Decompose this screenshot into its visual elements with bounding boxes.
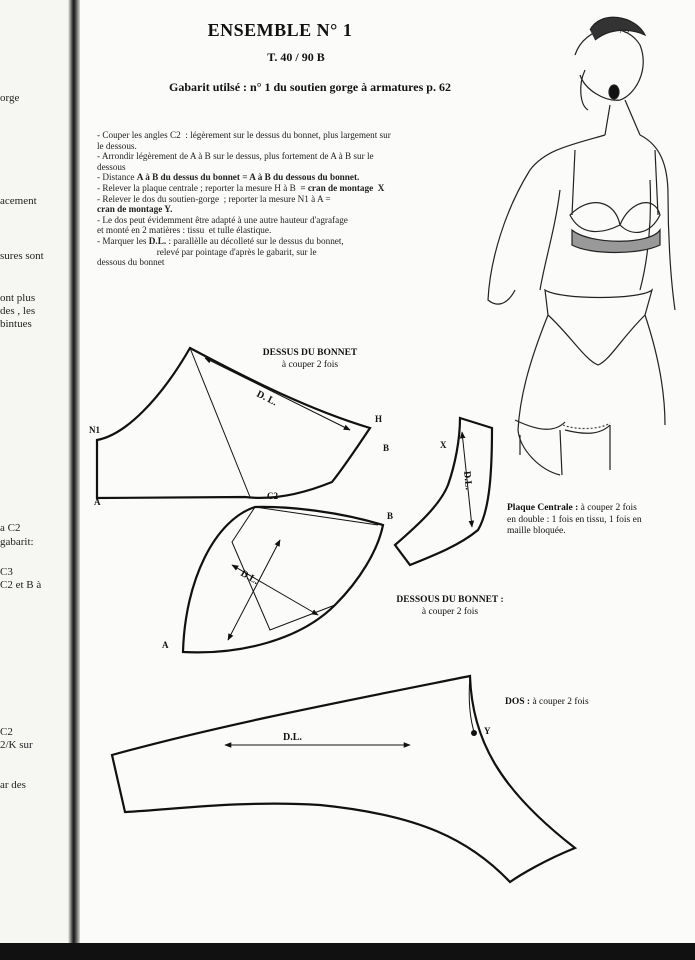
left-fragment: C2 et B à [0, 579, 42, 591]
dessous-du-bonnet-piece [183, 507, 383, 652]
dessus-cut: à couper 2 fois [281, 360, 339, 370]
size-label: T. 40 / 90 B [267, 50, 325, 64]
instruction-text: cran de montage Y. [97, 204, 173, 215]
dl-label-dessous: D.L. [238, 568, 261, 587]
left-fragment: acement [0, 195, 37, 207]
label-x: X [440, 440, 447, 450]
scan-bottom-edge [0, 943, 695, 960]
instruction-text: - Distance [97, 172, 137, 183]
left-fragment: bintues [0, 318, 32, 330]
label-h: H [375, 414, 383, 424]
instruction-text: - Le dos peut évidemment être adapté à une autre hauteur d'agrafage [97, 214, 348, 225]
instruction-text: dessous [97, 161, 126, 172]
instruction-text: - Relever le dos du soutien-gorge ; reporter la mesure N1 à A = [97, 193, 331, 204]
plaque-centrale-caption [507, 503, 647, 538]
instruction-text: relevé par pointage d'après le gabarit, sur le [97, 246, 317, 257]
left-fragment: C2 [0, 726, 13, 738]
dessus-title: DESSUS DU BONNET [262, 348, 358, 358]
instruction-text: - Arrondir légèrement de A à B sur le dessus, plus fortement de A à B sur le [97, 151, 374, 162]
template-line: Gabarit utilsé : n° 1 du soutien gorge à armatures p. 62 [169, 80, 451, 94]
dessous-cut: à couper 2 fois [421, 607, 479, 617]
dos-caption [505, 697, 589, 707]
label-a-top: A [94, 497, 101, 507]
left-fragment: a C2 [0, 522, 21, 534]
instruction-text: = cran de montage X [300, 182, 385, 193]
instruction-text: le dessous. [97, 140, 137, 151]
left-fragment: ar des [0, 779, 26, 791]
dessus-caption [240, 347, 380, 371]
model-illustration [488, 17, 675, 475]
instruction-text: : parallèlle au décolleté sur le dessus du bonnet, [166, 235, 344, 246]
instruction-text: - Marquer les [97, 235, 149, 246]
dos-cut: à couper 2 fois [530, 697, 589, 707]
left-fragment: orge [0, 92, 20, 104]
left-fragment: ont plus [0, 292, 36, 304]
label-a-bottom: A [162, 640, 169, 650]
dessous-caption [370, 594, 530, 618]
instruction-text: D.L. [148, 235, 167, 246]
instruction-text: et monté en 2 matières : tissu et tulle élastique. [97, 225, 272, 236]
left-fragment: C3 [0, 566, 13, 578]
instruction-text: - Relever la plaque centrale ; reporter la mesure H à B [97, 182, 301, 193]
dessous-title: DESSOUS DU BONNET : [396, 595, 504, 605]
instruction-text: A à B du dessus du bonnet = A à B du dessous du bonnet. [136, 172, 360, 183]
label-y: Y [484, 726, 491, 736]
instruction-text: - Couper les angles C2 : légèrement sur le dessus du bonnet, plus largement sur [97, 130, 391, 140]
dl-label-dessus: D. L. [254, 388, 279, 409]
label-b-bottom: B [387, 511, 394, 521]
label-c2: C2 [267, 491, 278, 501]
dl-label-plaque: D.L. [460, 470, 474, 491]
left-fragment: sures sont [0, 250, 44, 262]
plaque-title: Plaque Centrale : [507, 503, 579, 513]
left-fragment: 2/K sur [0, 739, 33, 751]
label-b-top: B [383, 443, 390, 453]
plaque-text: à couper 2 fois en double : 1 fois en tissu, 1 fois en maille bloquée. [507, 503, 642, 536]
left-fragment: gabarit: [0, 536, 34, 548]
page-title: ENSEMBLE N° 1 [207, 20, 353, 40]
dl-label-dos: D.L. [283, 732, 302, 743]
instruction-text: dessous du bonnet [97, 257, 165, 268]
dos-title: DOS : [505, 697, 531, 707]
label-n1: N1 [89, 425, 100, 435]
left-fragment: des , les [0, 305, 36, 317]
